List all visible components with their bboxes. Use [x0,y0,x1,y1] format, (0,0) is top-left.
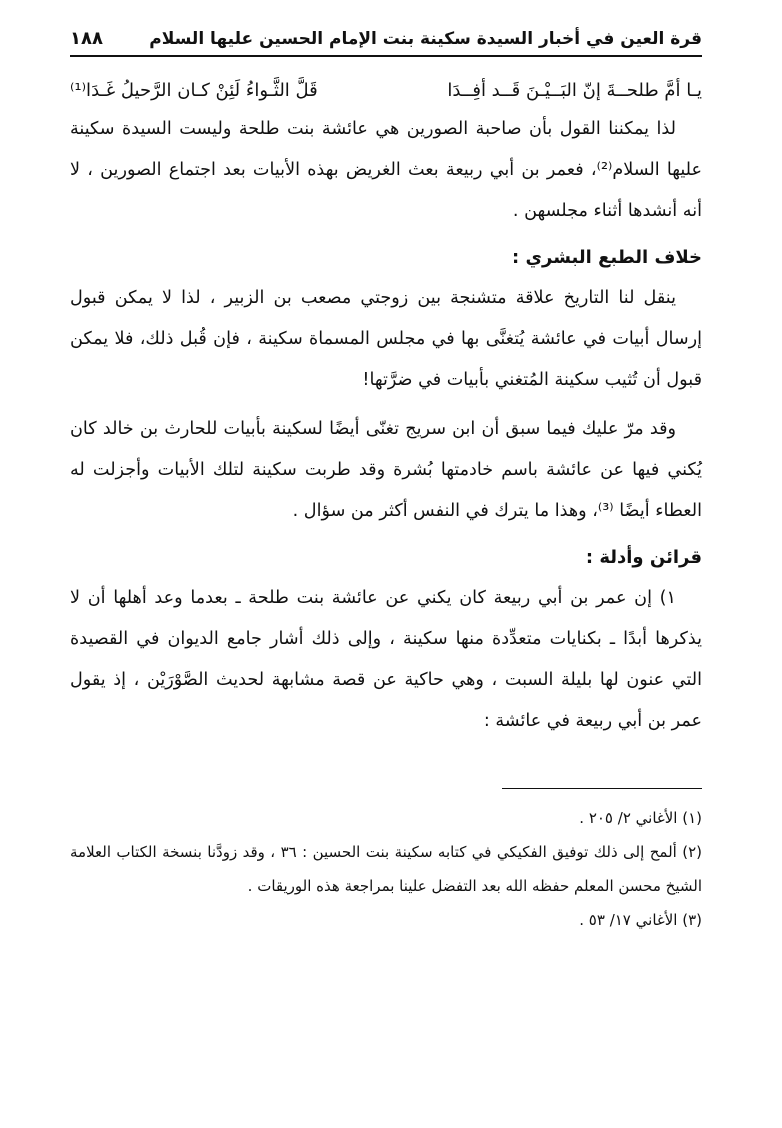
running-header [70,28,702,57]
section-heading-2: قرائن وأدلة : [585,547,702,568]
book-page [70,28,702,937]
paragraph-1: لذا يمكننا القول بأن صاحبة الصورين هي عائشة بنت طلحة وليست السيدة سكينة عليها السلام⁽²⁾، فعمر بن أبي ربيعة بعث الغريض بهذه الأبيات بعد اجتماع الصورين ، لا أنه أنشدها أثناء مجلسهن . [70,119,702,221]
poetry-verse [70,73,702,109]
footnote-separator [502,788,702,789]
section-heading-1: خلاف الطبع البشري : [512,247,702,268]
verse-second-hemistich: قَلَّ الثَّـواءُ لَئِنْ كـان الرَّحيلُ غَـدَا⁽¹⁾ [70,80,318,101]
footnote-3: (٣) الأغاني ١٧/ ٥٣ . [579,911,702,929]
page-number: ١٨٨ [70,28,103,49]
footnote-1: (١) الأغاني ٢/ ٢٠٥ . [579,809,702,827]
footnotes [70,801,702,937]
paragraph-4: ١) إن عمر بن أبي ربيعة كان يكني عن عائشة بنت طلحة ـ بعدما وعد أهلها أن لا يذكرها أبدًا ـ بكنايات متعدِّدة منها سكينة ، وإلى ذلك أشار جامع الديوان في القصيدة التي عنون لها بليلة السبت ، وهي حاكية عن قصة مشابهة لحديث الصَّوْرَيْن ، إذ يقول عمر بن أبي ربيعة في عائشة : [70,588,702,731]
footnote-2: (٢) ألمح إلى ذلك توفيق الفكيكي في كتابه سكينة بنت الحسين : ٣٦ ، وقد زودَّنا بنسخة الكتاب العلامة الشيخ محسن المعلم حفظه الله بعد التفضل علينا بمراجعة هذه الوريقات . [70,843,702,895]
paragraph-2: ينقل لنا التاريخ علاقة متشنجة بين زوجتي مصعب بن الزبير ، لذا لا يمكن قبول إرسال أبيات في عائشة يُتغنَّى بها في مجلس المسماة سكينة ، فإن قُبل ذلك، فلا يمكن قبول أن تُثيب سكينة المُتغني بأبيات في ضرَّتها! [70,288,702,390]
verse-first-hemistich: يـا أمَّ طلحــةَ إنّ البَــيْـنَ قَــد أفِــدَا [447,80,702,101]
header-title: قرة العين في أخبار السيدة سكينة بنت الإمام الحسين عليها السلام [149,29,702,49]
paragraph-3: وقد مرّ عليك فيما سبق أن ابن سريج تغنّى أيضًا لسكينة بأبيات للحارث بن خالد كان يُكني فيها عن عائشة باسم خادمتها بُشرة وقد طربت سكينة لتلك الأبيات وأجزلت له العطاء أيضًا ⁽³⁾، وهذا ما يترك في النفس أكثر من سؤال . [70,419,702,521]
